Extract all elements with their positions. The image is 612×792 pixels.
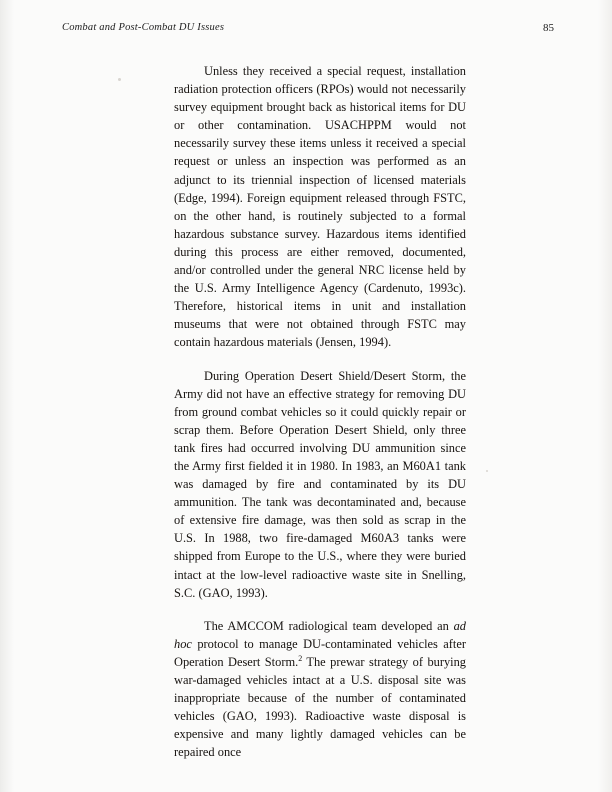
running-head: Combat and Post-Combat DU Issues — [62, 22, 225, 33]
page-speck — [486, 470, 488, 472]
italic-phrase: ad hoc — [174, 618, 466, 651]
page-left-edge-shading — [0, 0, 14, 792]
paragraph: Unless they received a special request, installation radiation protection officers (RPOs) would not necessarily survey equipment brought back as historical items for DU or other contamination. USACHPPM would not necessarily survey these items unless it received a special request or unless an inspection was performed as an adjunct to its triennial inspection of licensed materials (Edge, 1994). Foreign equipment released through FSTC, on the other hand, is routinely subjected to a formal hazardous substance survey. Hazardous items identified during this process are either removed, documented, and/or controlled under the general NRC license held by the U.S. Army Intelligence Agency (Cardenuto, 1993c). Therefore, historical items in unit and installation museums that were not obtained through FSTC may contain hazardous materials (Jensen, 1994). — [174, 64, 466, 350]
page-speck — [118, 78, 121, 81]
footnote-marker: 2 — [298, 653, 303, 663]
paragraph-text-part: The AMCCOM radiological team developed an — [204, 618, 454, 633]
paragraph-text-part: protocol to manage DU-contaminated vehicles after Operation Desert Storm. — [174, 636, 466, 669]
paragraph-with-footnote — [174, 617, 466, 762]
page-number: 85 — [543, 22, 554, 34]
paragraph-text-part: The prewar strategy of burying war-damaged vehicles intact at a U.S. disposal site was inappropriate because of the number of contaminated vehicles (GAO, 1993). Radioactive waste disposal is expensive and many lightly damaged vehicles can be repaired once — [174, 654, 466, 760]
page-right-edge-shading — [598, 0, 612, 792]
paragraph: During Operation Desert Shield/Desert Storm, the Army did not have an effective strategy for removing DU from ground combat vehicles so it could quickly repair or scrap them. Before Operation Desert Shield, only three tank fires had occurred involving DU ammunition since the Army first fielded it in 1980. In 1983, an M60A1 tank was damaged by fire and contaminated by its DU ammunition. The tank was decontaminated and, because of extensive fire damage, was then sold as scrap in the U.S. In 1988, two fire-damaged M60A3 tanks were shipped from Europe to the U.S., where they were buried intact at the low-level radioactive waste site in Snelling, S.C. (GAO, 1993). — [174, 368, 466, 600]
page-header — [62, 22, 554, 40]
body-text-column — [174, 62, 466, 761]
